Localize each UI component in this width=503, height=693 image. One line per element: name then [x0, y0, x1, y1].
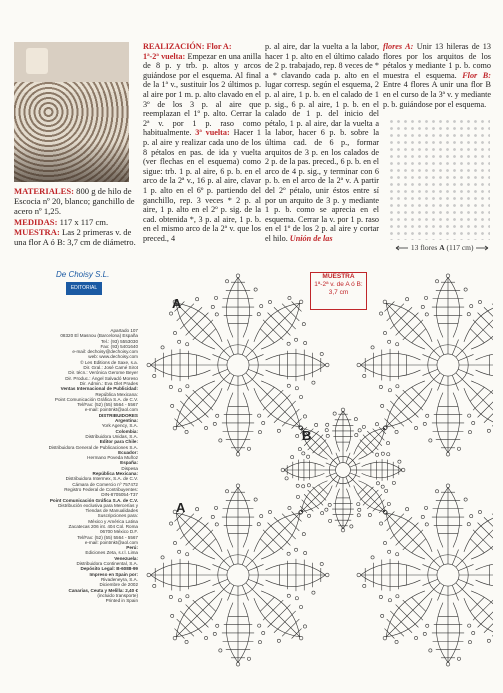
credit-line: Apartado 107	[110, 328, 138, 333]
credit-line: Hermano Poveda Muñoz	[87, 455, 138, 461]
union-label: Unión de las	[289, 233, 333, 243]
publisher-badge: EDITORIAL	[66, 282, 102, 295]
materials-block	[14, 186, 139, 247]
flower-b-label: B	[302, 428, 312, 443]
flower-a-label-2: A	[176, 500, 186, 515]
muestra-text: Las 2 primeras v. de una flor A ó B: 3,7 cm de diámetro.	[14, 226, 136, 248]
credit-line: (incluido transporte)	[97, 592, 138, 598]
credit-line: Perú:	[126, 545, 138, 551]
round-3-label: 3ª vuelta:	[195, 128, 230, 138]
medidas-text: 117 x 117 cm.	[59, 216, 109, 227]
credit-line: Tel/Fax: (52) (55) 5564 - 5567	[77, 402, 138, 408]
credit-line: e-mail: dechoisy@dechoisy.com	[72, 349, 138, 355]
realizacion-heading: REALIZACIÓN: Flor A:	[143, 42, 232, 51]
project-photo	[14, 42, 129, 182]
credit-line: México y América Latina	[88, 518, 138, 524]
layout-grid-label-suffix: (117 cm)	[446, 243, 474, 252]
credit-line: Dir. Produc.: Ángel Salvadó Moreso	[65, 375, 138, 381]
credit-line: Distribuidora Unidas, S.A.	[85, 433, 138, 439]
credit-line: Editor para Chile:	[99, 439, 138, 445]
credit-line: Distribuidora General de Publicaciones S.A.	[48, 444, 138, 450]
credit-line: Dir. técn.: Verónica Gerome Beyer	[68, 370, 138, 376]
layout-grid-label-prefix: 13 flores	[410, 243, 438, 252]
crochet-chart	[143, 270, 493, 690]
credit-line: Venezuela:	[114, 555, 138, 561]
credit-line: Ediciones Zeta, s.r.l. Lima	[85, 550, 138, 556]
credit-line: 06700 México D.F.	[99, 529, 138, 535]
credit-line: York Agency, S.A.	[101, 423, 138, 429]
instructions-column-3	[383, 42, 491, 109]
credit-line: Dir. Admin.: Eva Olet Prades	[79, 380, 138, 386]
credits-block	[14, 328, 138, 603]
publisher-logo	[56, 270, 111, 295]
credit-line: e-mail: pointmkt@aol.com	[84, 539, 138, 545]
credit-line: Tel.: (93) 5553030	[100, 338, 138, 344]
credit-line: Suscripciones para:	[97, 513, 138, 519]
credit-line: Dispesa	[121, 465, 138, 471]
credit-line: © Les Editions de Saxe, s.a.	[80, 359, 138, 365]
muestra-label: MUESTRA:	[14, 226, 60, 237]
credit-line: España:	[120, 460, 138, 466]
credit-line: Rivadeneyra, S.A.	[100, 576, 138, 582]
credit-line: web: www.dechoisy.com	[88, 354, 138, 360]
credit-line: Distribuidora Continental, S.A.	[76, 561, 138, 567]
credit-line: Distribuidora Intermex, S.A. de C.V.	[65, 476, 138, 482]
sample-line-1: 1ª-2ª v. de A ó B:	[314, 281, 363, 288]
arrow-left-icon	[395, 245, 409, 251]
credit-line: Point Comunicación Gráfica S.A. de C.V.	[54, 396, 138, 402]
credit-line: e-mail: pointmkt@aol.com	[84, 407, 138, 413]
publisher-name: De Choisy S.L.	[56, 270, 110, 279]
sample-box	[310, 272, 367, 310]
credit-line: Zacatecas 206 int. 404 Col. Roma	[68, 523, 138, 529]
sample-title: MUESTRA	[322, 273, 355, 280]
round-1-2-label: 1ª-2ª vuelta:	[143, 51, 186, 61]
credit-line: DIN-8705054-T37	[101, 492, 138, 498]
instructions-column-2	[265, 42, 379, 243]
credit-line: Diciembre de 2002	[99, 582, 138, 588]
round-3-text: Hacer 1 p. al aire y realizar cada uno de los 8 pétalos en pas. de ida y vuelta (ver flechas en el esquema) como sigue: trb. 1 p. al aire, 6 p. b. en el arco de la 2ª v., 16 p. al aire, clavar 1 p. alto en el 6º p. partiendo del ganchillo, rep. 3 veces * 2 p. al aire, 1 p. alto en el 2º p. sig. de la cad. obtenida *, 3 p. al aire, 1 p. b. en el mismo arco de la 2ª v. que los preced., 4	[143, 128, 262, 243]
flores-a-text: Unir 13 hileras de 13 flores por los arquitos de los pétalos y mediante 1 p. b. como muestra el esquema.	[383, 42, 491, 80]
credit-line: Registro Federal de Contribuyentes:	[64, 486, 138, 492]
credit-line: Printed in Spain	[105, 598, 138, 604]
round-1-2-text: Empezar en una anilla de 8 p. y trb. p. altos y arcos guiándose por el esquema. Al final de la 1ª v., sustituir los 2 últimos p. al aire por 1 m. p. alto clavado en el 3º de los 3 p. al aire que reemplazan el 1º p. alto. Cerrar la 2ª v. por 1 p. raso como habitualmente.	[143, 51, 262, 138]
credit-line: Impreso en Spain por:	[89, 571, 138, 577]
credit-line: Colombia:	[115, 428, 138, 434]
credit-line: 08320 El Masnou (Barcelona) España	[60, 333, 138, 339]
medidas-label: MEDIDAS:	[14, 216, 58, 227]
credit-line: Tel/Fax: (52) (55) 5564 - 5567	[77, 534, 138, 540]
credit-line: Dir. Gral.: José Camé Sirot	[83, 365, 138, 371]
credit-line: Ventas Internacional de Publicidad:	[60, 386, 138, 392]
flor-b-label: Flor B:	[462, 70, 491, 80]
credit-line: Distribución exclusiva para Mercerías y	[58, 502, 138, 508]
arrow-right-icon	[475, 245, 489, 251]
flower-a-bottom-right	[357, 484, 493, 666]
layout-grid-label-letter: A	[439, 243, 445, 252]
flower-a-label-1: A	[172, 296, 182, 311]
credit-line: DISTRIBUIDORES	[98, 412, 138, 418]
flor-b-text: Entre 4 flores A unir una flor B en el curso de la 3ª v. y mediante p. b. guiándose por el esquema.	[383, 80, 491, 109]
instructions-column-1	[143, 42, 261, 243]
credit-line: Fax: (93) 5401640	[100, 343, 138, 349]
credit-line: República Mexicana:	[95, 391, 138, 397]
credit-line: Tiendas de Manualidades	[85, 508, 138, 514]
petal-text: p. al aire, dar la vuelta a la labor, hacer 1 p. alto en el último calado de 2 p. trabajado, rep. 8 veces de * a * clavando cada p. alto en el lugar corresp. según el esquema, 2 p. al aire, 1 p. b. en el calado de 1 p. sig., 6 p. al aire, 1 p. b. en el calado de 1 p. del inicio del pétalo, 1 p. al aire, dar la vuelta a la labor, hacer 6 p. b. sobre la última cad. de 6 p., formar arquitos de 3 p. en los calados de 2 p. de la pas. preced., 6 p. b. en el arco de 4 p. sig., y terminar con 6 p. b. en el arco de la 2ª v. A partir del 2º pétalo, unir éstos entre sí por un arquito de 3 p. y mediante 1 p. b. como se aprecia en el esquema. Cerrar la v. por 1 p. raso en el 1º de los 2 p. al aire y cortar el hilo.	[265, 42, 379, 243]
credit-line: Argentina:	[115, 418, 138, 424]
materiales-label: MATERIALES:	[14, 186, 75, 196]
credit-line: Ecuador:	[118, 449, 138, 455]
flores-a-label: flores A:	[383, 42, 414, 51]
credit-line: Depósito Legal: B-6088-99	[80, 566, 138, 572]
materiales-text: 800 g de hilo de Escocia nº 20, blanco; ganchillo de acero nº 1,25.	[14, 186, 135, 217]
credit-line: Point Comunicación Gráfica S.A. de C.V.	[49, 497, 138, 503]
credit-line: República Mexicana:	[92, 471, 138, 477]
credit-line: Canarias, Ceuta y Melilla: 2,40 €	[68, 587, 138, 593]
flower-a-top-right	[357, 274, 493, 456]
credit-line: Cámara de Comercio nº 757472	[72, 481, 138, 487]
layout-grid-label	[395, 243, 489, 252]
layout-grid-diagram	[388, 118, 490, 240]
sample-line-2: 3,7 cm	[328, 289, 349, 296]
